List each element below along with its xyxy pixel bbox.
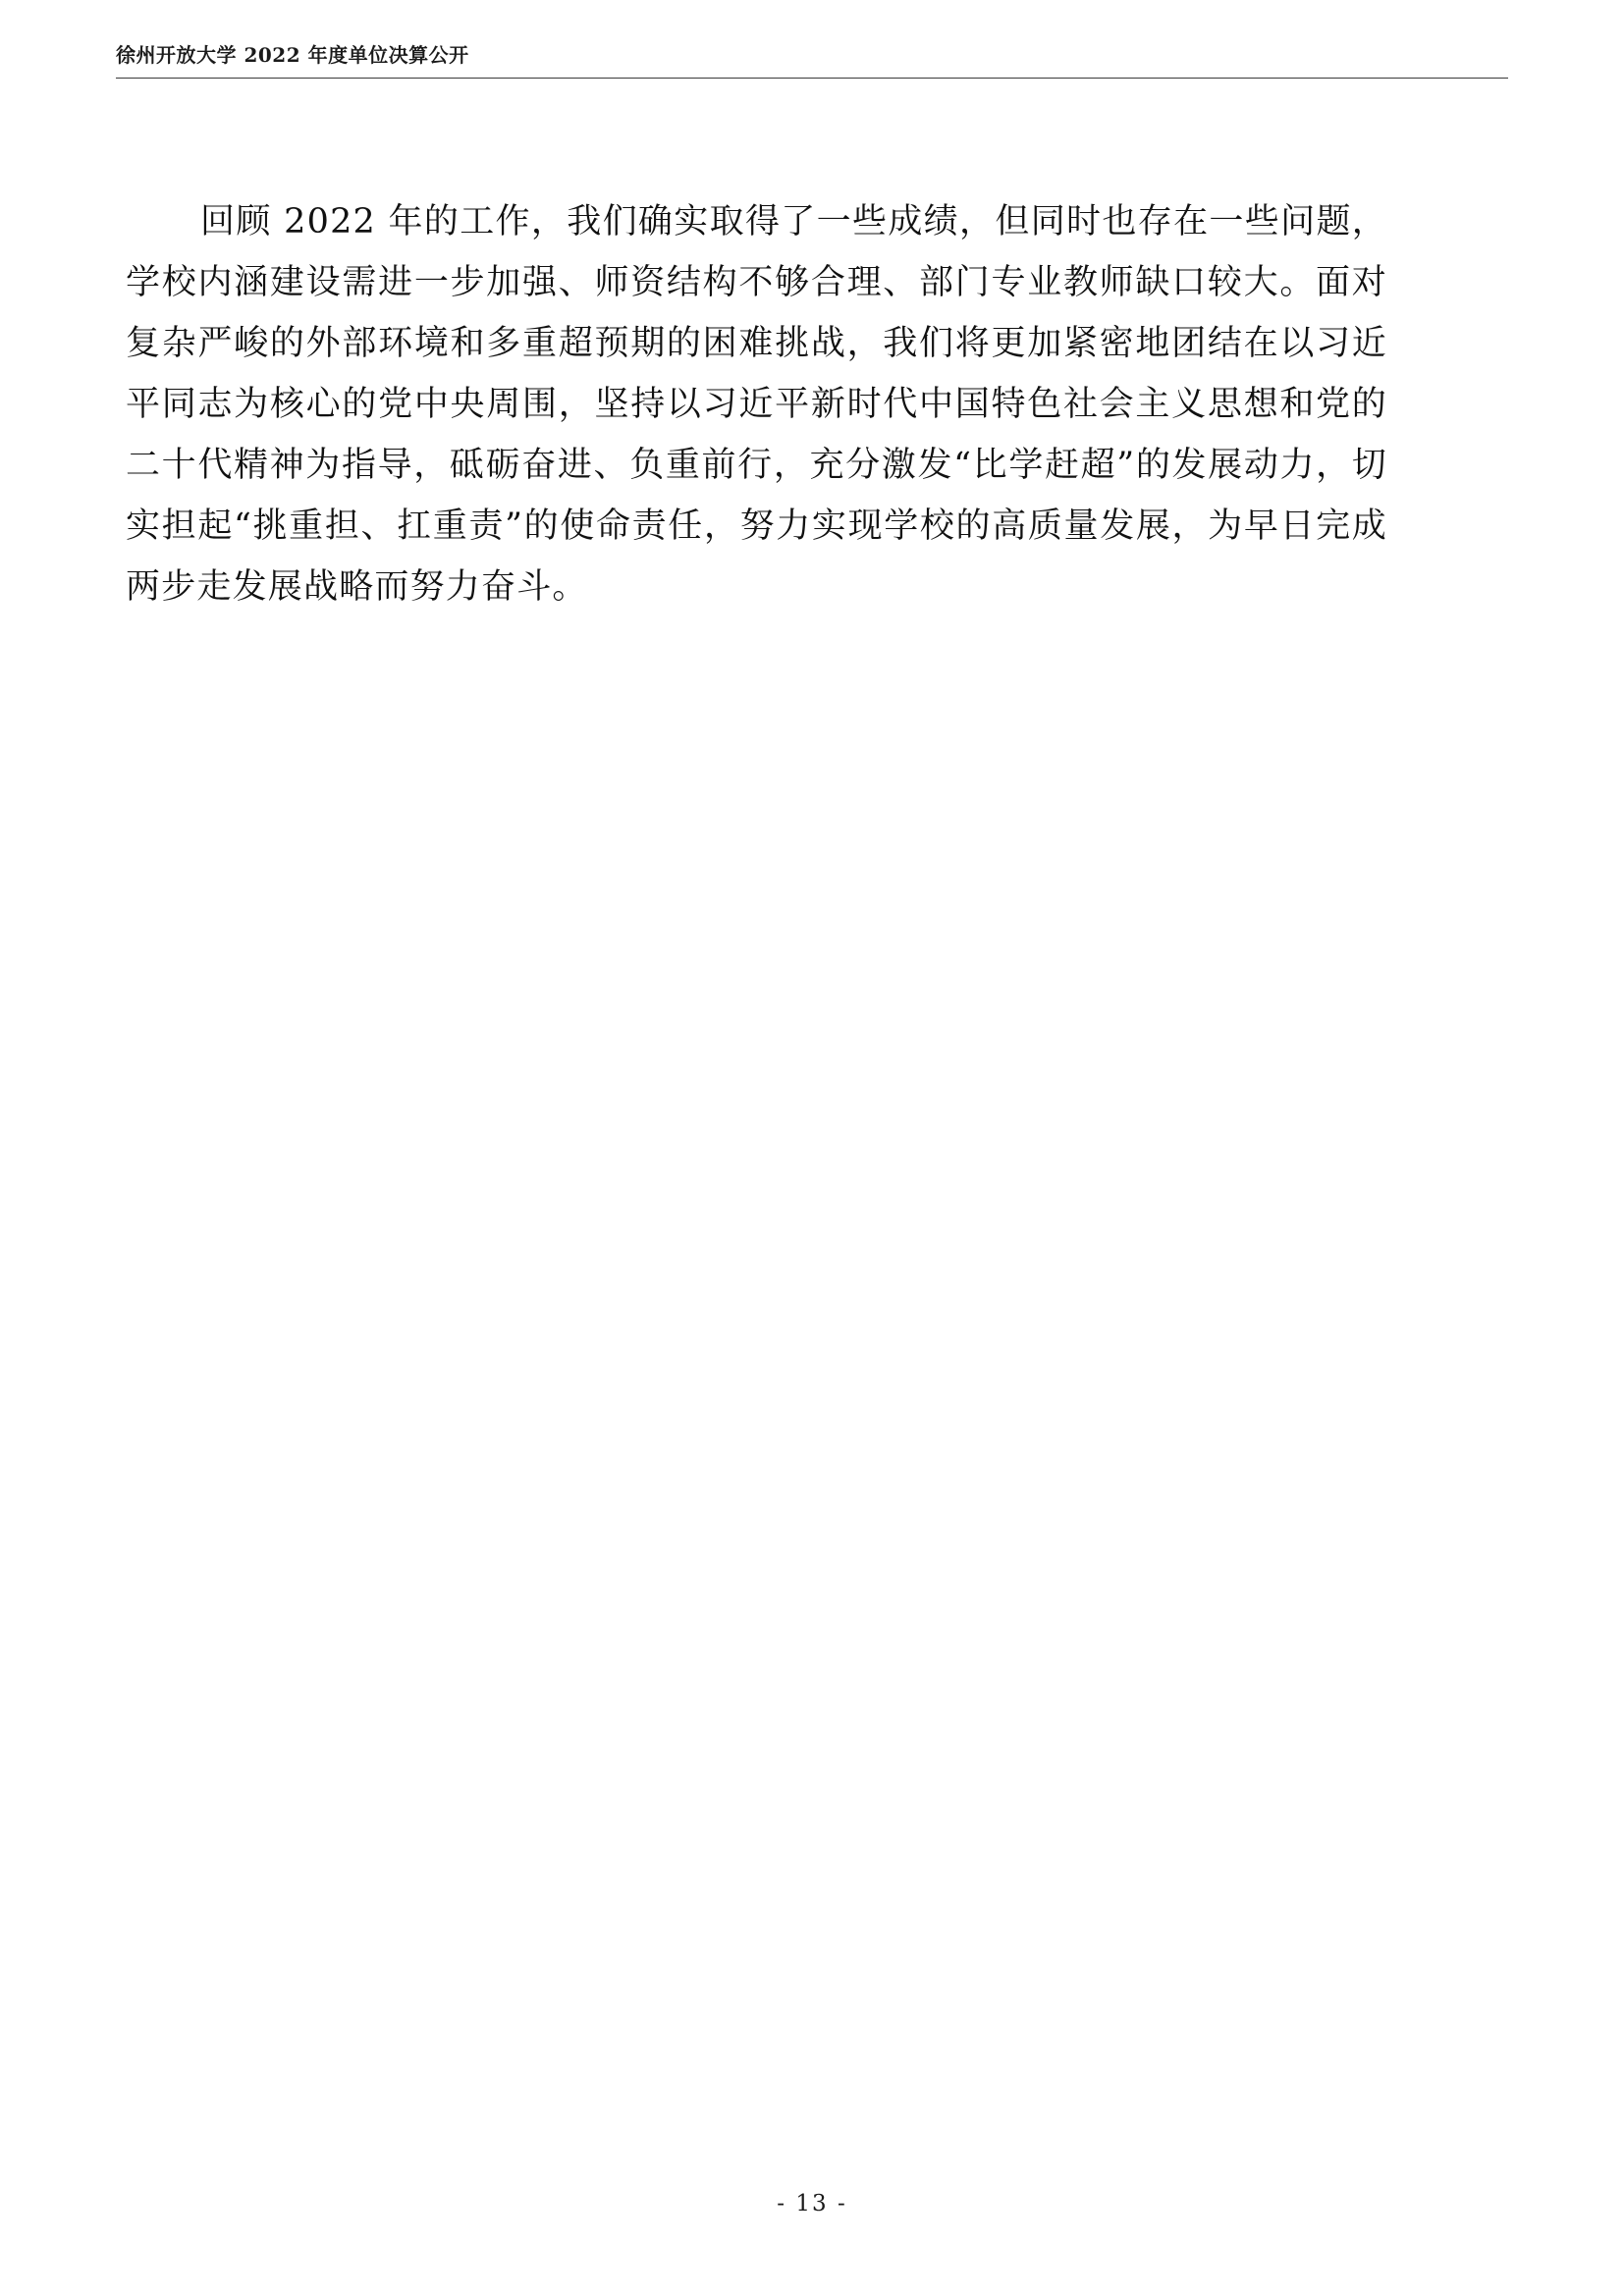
page-header: [116, 39, 1508, 79]
header-title: 徐州开放大学 2022 年度单位决算公开: [116, 43, 469, 67]
page-footer: [0, 2191, 1624, 2216]
page-content: [126, 191, 1500, 617]
body-paragraph: 回顾 2022 年的工作，我们确实取得了一些成绩，但同时也存在一些问题，学校内涵建设需进一步加强、师资结构不够合理、部门专业教师缺口较大。面对复杂严峻的外部环境和多重超预期的困难挑战，我们将更加紧密地团结在以习近平同志为核心的党中央周围，坚持以习近平新时代中国特色社会主义思想和党的二十代精神为指导，砥砺奋进、负重前行，充分激发“比学赶超”的发展动力，切实担起“挑重担、扛重责”的使命责任，努力实现学校的高质量发展，为早日完成两步走发展战略而努力奋斗。: [126, 202, 1387, 607]
header-divider: [116, 78, 1508, 79]
page-number: - 13 -: [777, 2191, 847, 2216]
